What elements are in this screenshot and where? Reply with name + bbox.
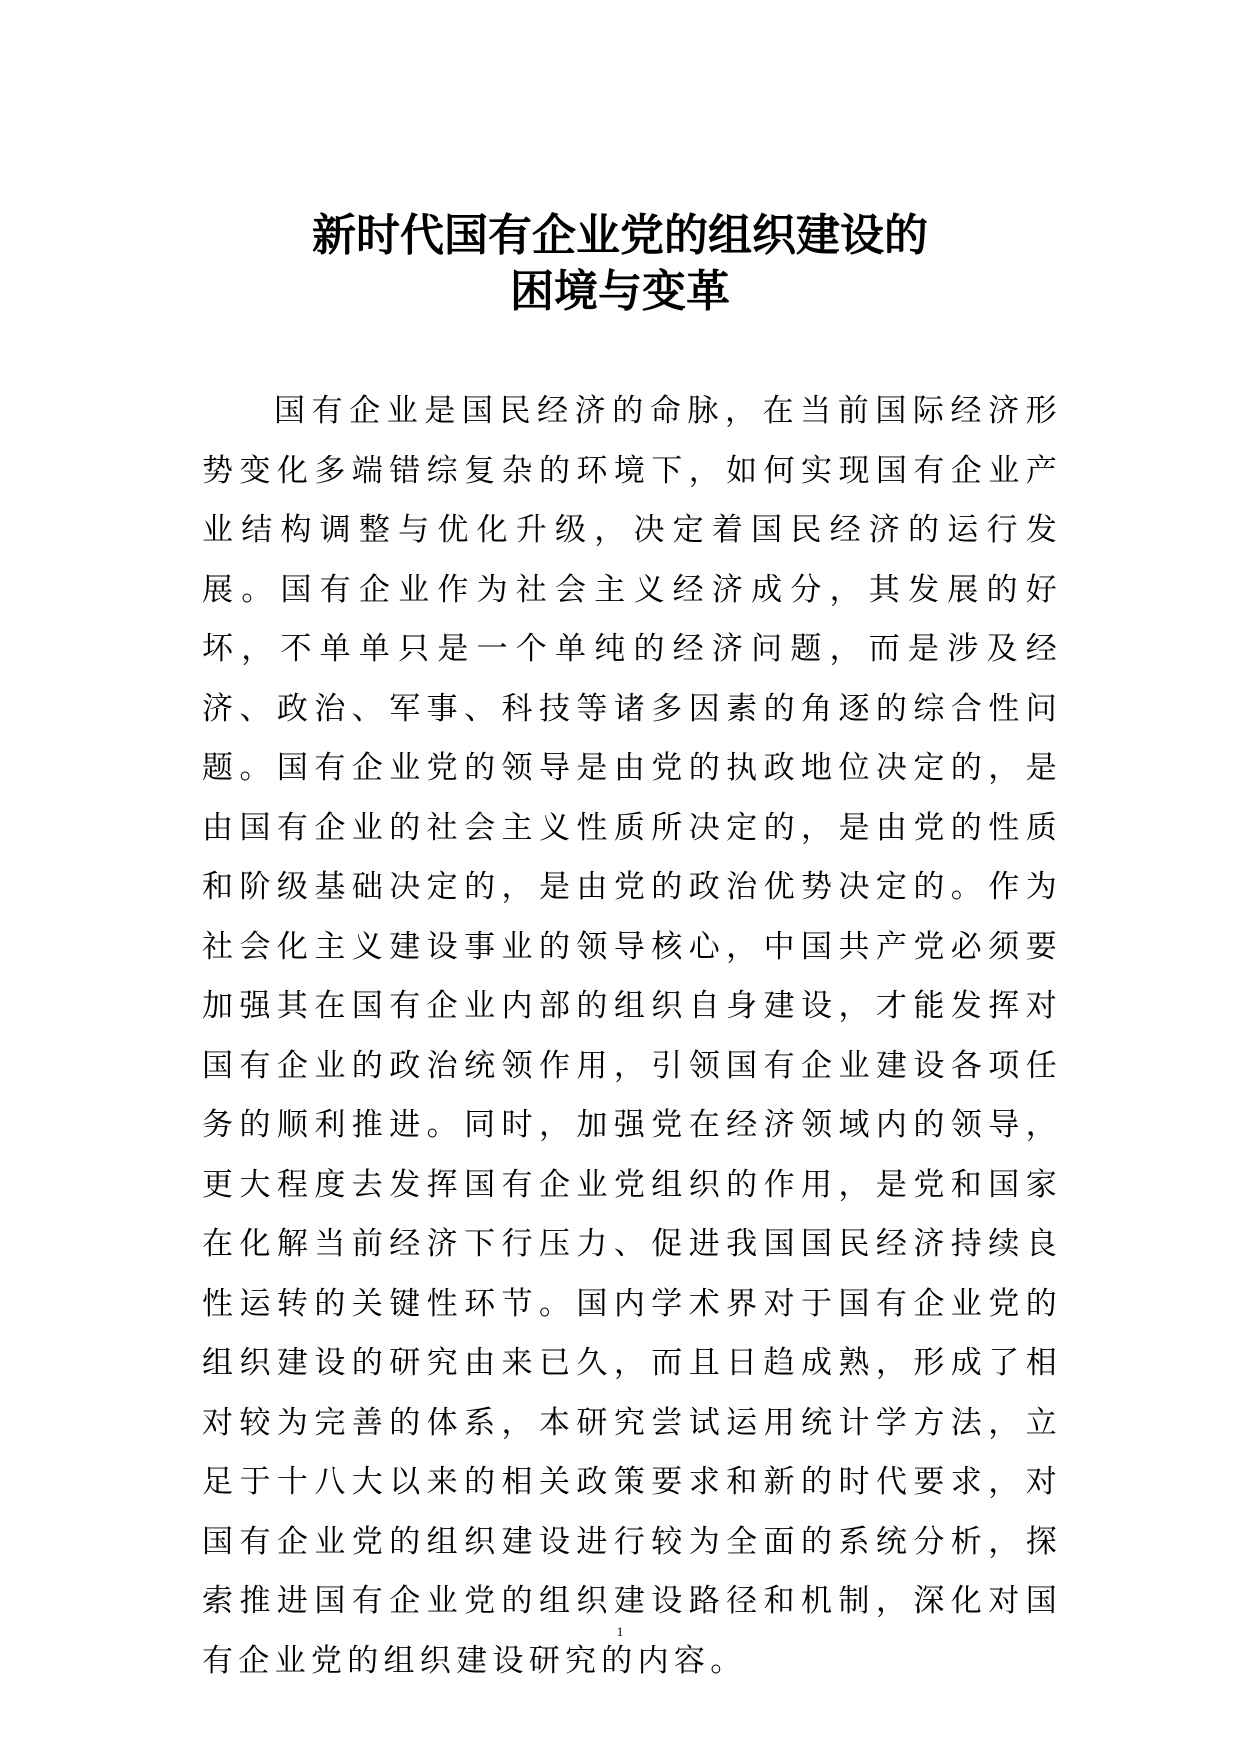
title-line-2: 困境与变革 <box>510 266 730 317</box>
title-line-1: 新时代国有企业党的组织建设的 <box>312 210 928 261</box>
document-title <box>0 208 1240 320</box>
body-paragraph: 国有企业是国民经济的命脉，在当前国际经济形势变化多端错综复杂的环境下，如何实现国有企业产业结构调整与优化升级，决定着国民经济的运行发展。国有企业作为社会主义经济成分，其发展的好坏，不单单只是一个单纯的经济问题，而是涉及经济、政治、军事、科技等诸多因素的角逐的综合性问题。国有企业党的领导是由党的执政地位决定的，是由国有企业的社会主义性质所决定的，是由党的性质和阶级基础决定的，是由党的政治优势决定的。作为社会化主义建设事业的领导核心，中国共产党必须要加强其在国有企业内部的组织自身建设，才能发挥对国有企业的政治统领作用，引领国有企业建设各项任务的顺利推进。同时，加强党在经济领域内的领导，更大程度去发挥国有企业党组织的作用，是党和国家在化解当前经济下行压力、促进我国国民经济持续良性运转的关键性环节。国内学术界对于国有企业党的组织建设的研究由来已久，而且日趋成熟，形成了相对较为完善的体系，本研究尝试运用统计学方法，立足于十八大以来的相关政策要求和新的时代要求，对国有企业党的组织建设进行较为全面的系统分析，探索推进国有企业党的组织建设路径和机制，深化对国有企业党的组织建设研究的内容。 <box>202 393 1062 1679</box>
page-number: 1 <box>616 1624 624 1639</box>
